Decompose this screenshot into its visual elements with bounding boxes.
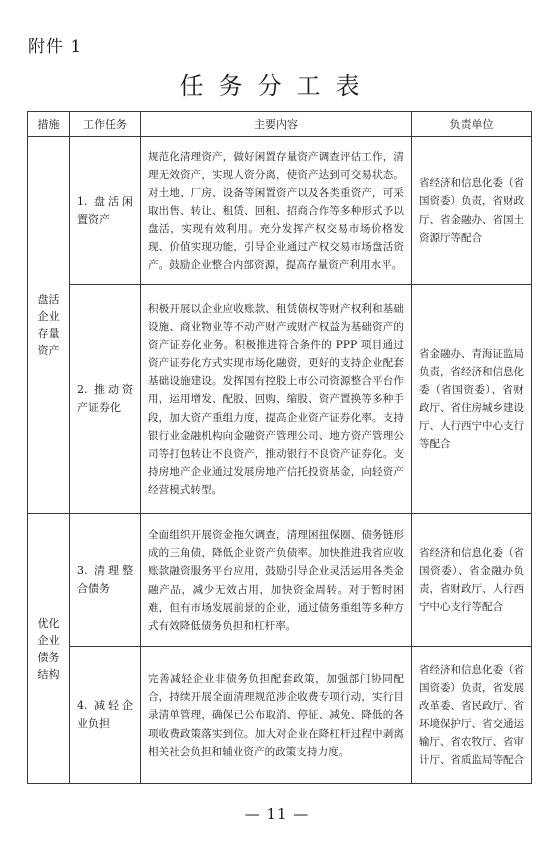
content-cell: 规范化清理资产，做好闲置存量资产调查评估工作，清理无效资产，实现人资分离，使资产达到可交易状态。对土地、厂房、设备等闲置资产以及各类重资产，可采取出售、转让、租赁、回租、招商合作等多种形式予以盘活，实现有效利用。充分发挥产权交易市场价格发现、价值实现功能，引导企业通过产权交易市场盘活资产。鼓励企业整合内部资源，提高存量资产利用水平。 [141, 137, 412, 285]
table-row [28, 647, 532, 784]
table-row [28, 137, 532, 285]
content-cell: 全面组织开展资金拖欠调查，清理困扭保圈、债务链形成的三角债，降低企业资产负债率。加快推进我省应收账款融资服务平台应用，鼓励引导企业灵活运用各类金融产品，减少无效占用，加快资金周转。对于暂时困难，但有市场发展前景的企业，通过债务重组等多种方式有效降低债务负担和杠杆率。 [141, 514, 412, 647]
attachment-label: 附件 1 [28, 37, 83, 57]
table-row [28, 285, 532, 514]
header-content: 主要内容 [141, 112, 412, 137]
measure-cell: 盘活企业存量资产 [28, 137, 70, 514]
unit-cell: 省金融办、青海证监局负责，省经济和信息化委（省国资委）、省财政厅、省住房城乡建设厅、人行西宁中心支行等配合 [412, 285, 532, 514]
header-unit: 负责单位 [412, 112, 532, 137]
task-cell: 1. 盘活闲置资产 [70, 137, 141, 285]
task-cell: 2. 推动资产证券化 [70, 285, 141, 514]
measure-cell: 优化企业债务结构 [28, 514, 70, 784]
unit-cell: 省经济和信息化委（省国资委）负责，省发展改革委、省民政厅、省环境保护厅、省交通运输厅、省农牧厅、省审计厅、省质监局等配合 [412, 647, 532, 784]
task-cell: 4. 减轻企业负担 [70, 647, 141, 784]
content-cell: 积极开展以企业应收账款、租赁债权等财产权利和基础设施、商业物业等不动产财产或财产权益为基础资产的资产证券化业务。积极推进符合条件的 PPP 项目通过资产证券化方式实现市场化融资，更好的支持企业配套基础设施建设。发挥国有控股上市公司资源整合平台作用，运用增发、配股、回购、缩股、资产置换等多种手段，加大资产重组力度，提高企业资产证券化率。支持银行业金融机构向金融资产管理公司、地方资产管理公司等打包转让不良资产，推动银行不良资产证券化。支持房地产企业通过发展房地产信托投资基金，向轻资产经营模式转型。 [141, 285, 412, 514]
table-header-row [28, 112, 532, 137]
unit-cell: 省经济和信息化委（省国资委）、省金融办负责，省财政厅、人行西宁中心支行等配合 [412, 514, 532, 647]
task-table [27, 111, 532, 784]
document-title: 任务分工表 [179, 72, 375, 100]
header-measure: 措施 [28, 112, 70, 137]
content-cell: 完善减轻企业非债务负担配套政策，加强部门协同配合，持续开展全面清理规范涉企收费专项行动，实行目录清单管理，确保已公布取消、停征、减免、降低的各项收费政策落实到位。加大对企业在降杠杆过程中剥离相关社会负担和辅业资产的政策支持力度。 [141, 647, 412, 784]
unit-cell: 省经济和信息化委（省国资委）负责，省财政厅、省金融办、省国土资源厅等配合 [412, 137, 532, 285]
table-row [28, 514, 532, 647]
task-cell: 3. 清理整合债务 [70, 514, 141, 647]
page-number: — 11 — [244, 805, 310, 823]
header-task: 工作任务 [70, 112, 141, 137]
